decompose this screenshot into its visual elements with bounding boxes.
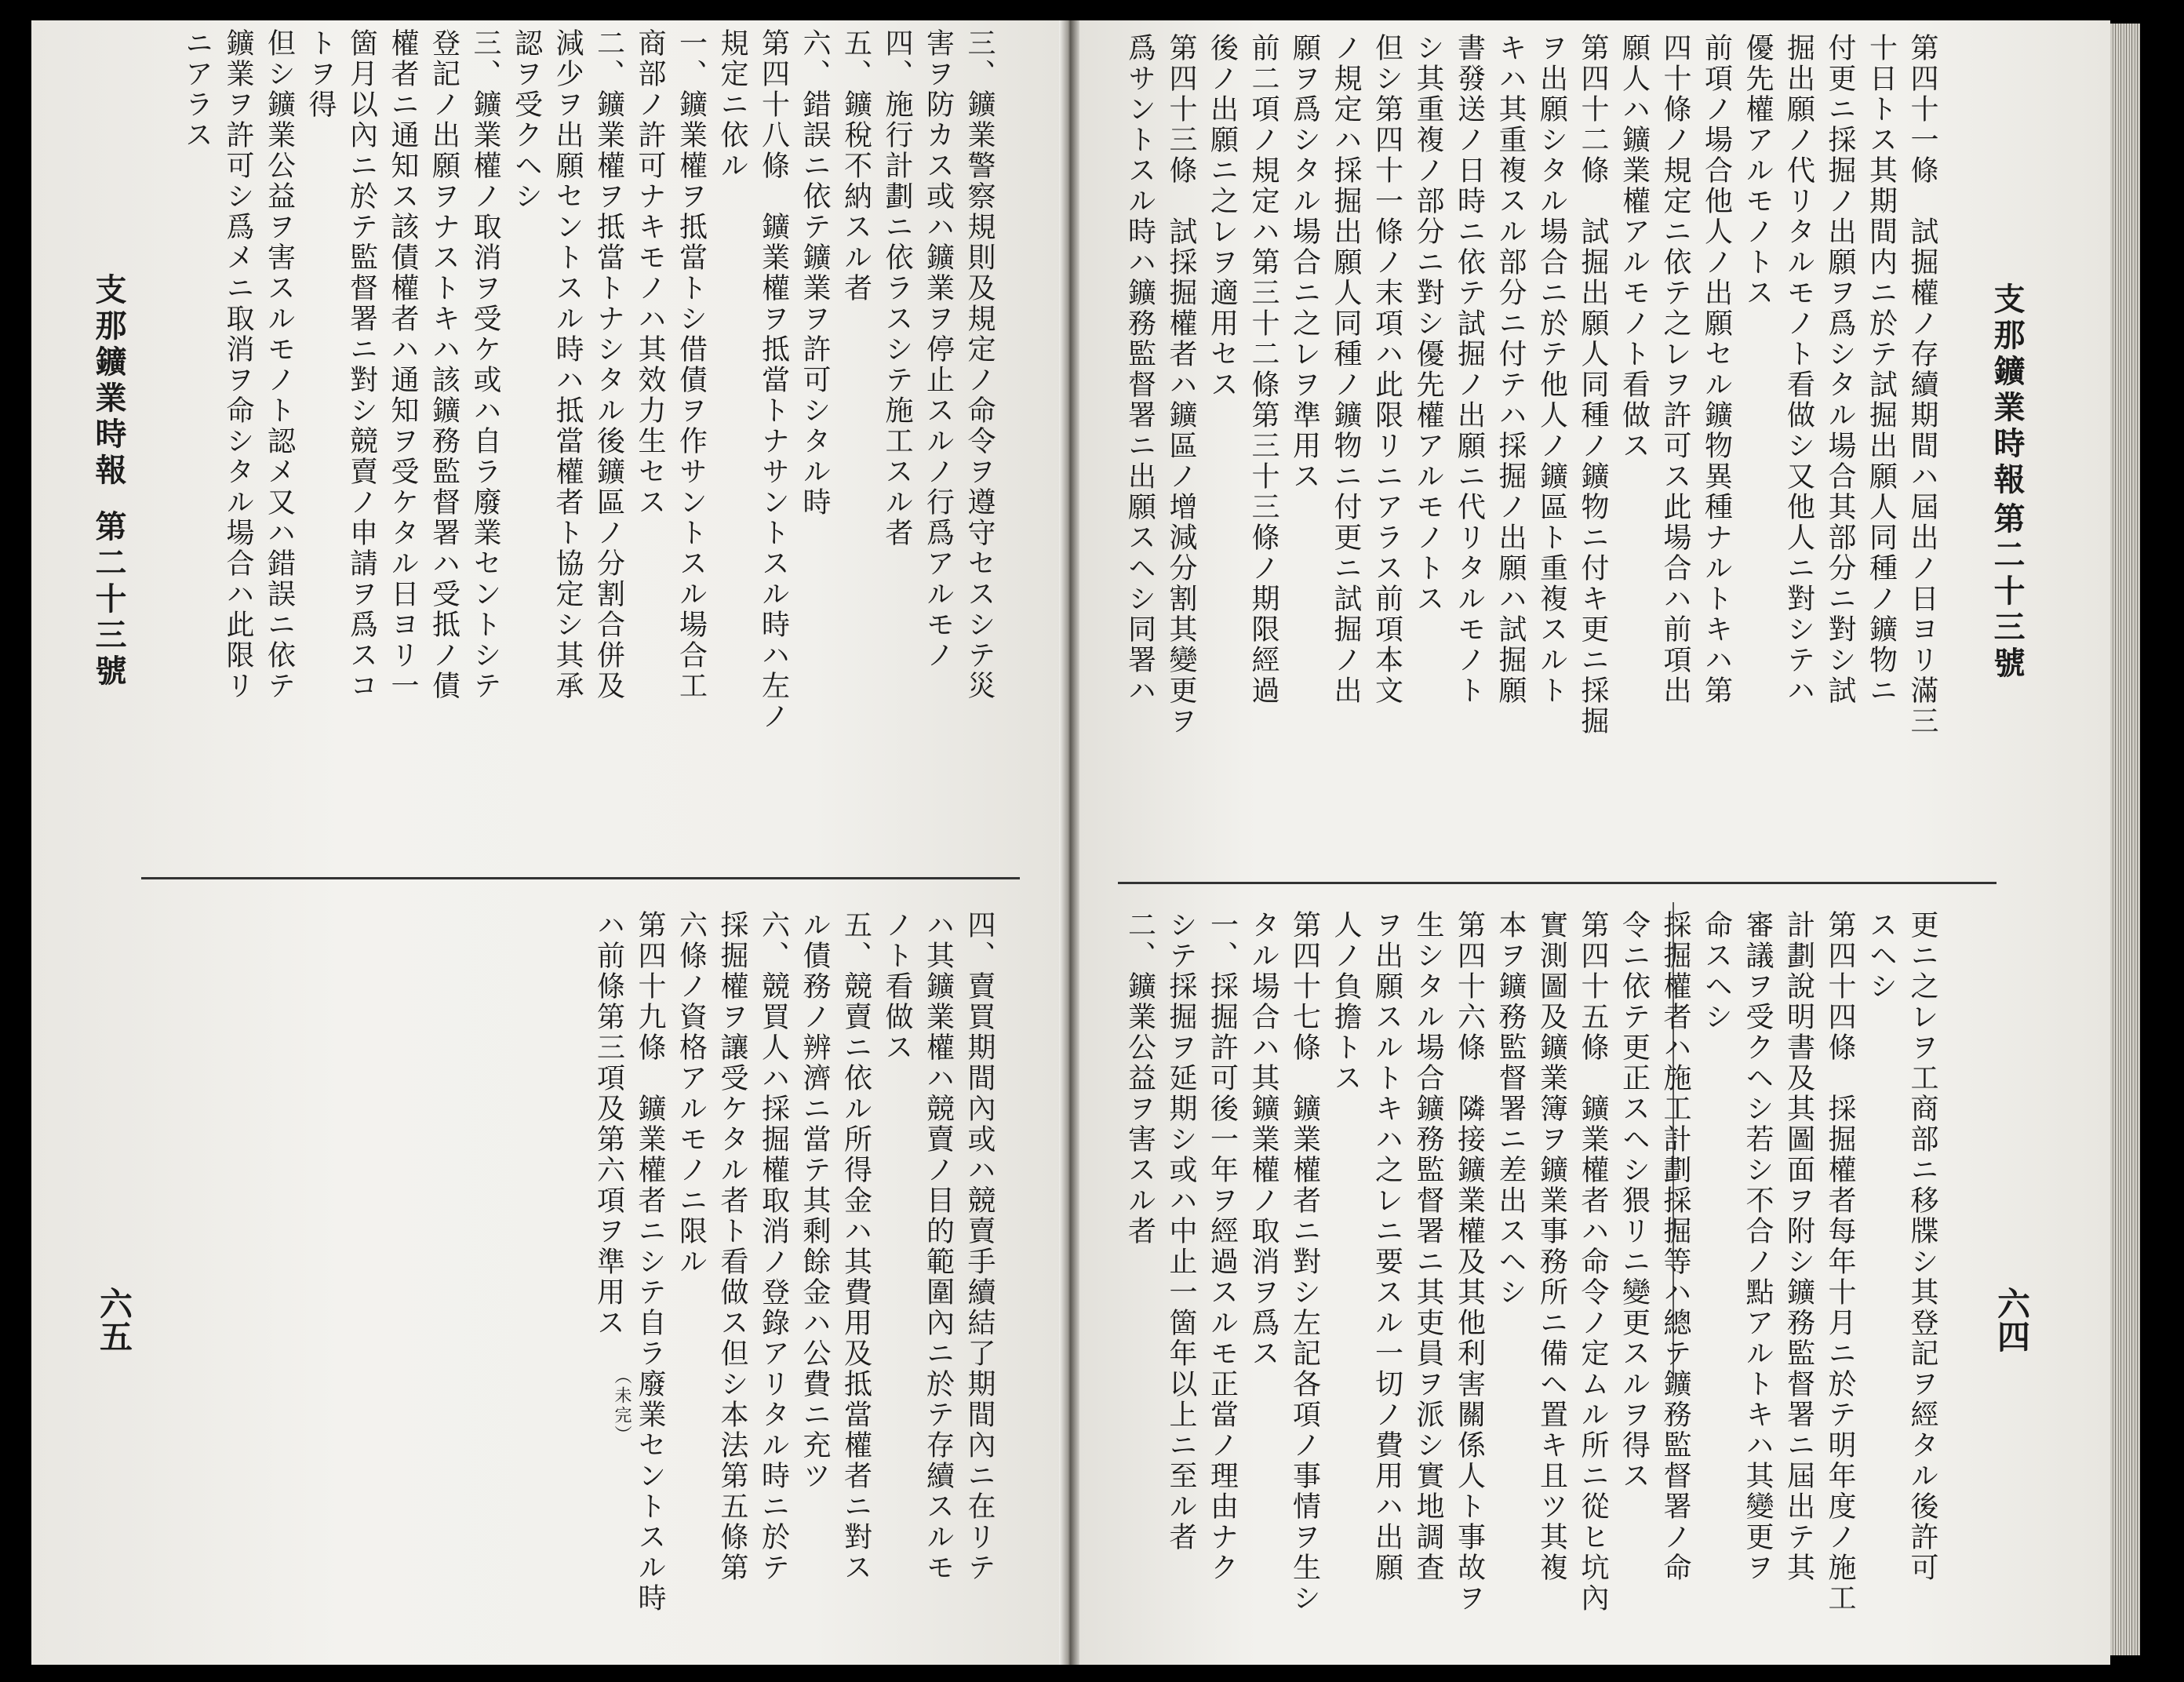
left-page-number: 六五	[95, 1287, 133, 1353]
right-header-title: 支那鑛業時報	[1989, 282, 2026, 499]
text-column: 採掘權ヲ讓受ケタル者ト看做ス但シ本法第五條第	[716, 910, 748, 1583]
text-column: 實測圖及鑛業簿ヲ鑛業事務所ニ備ヘ置キ且ツ其複	[1535, 910, 1568, 1583]
text-column: タル場合ハ其鑛業權ノ取消ヲ爲ス	[1247, 910, 1279, 1369]
text-column: 令ニ依テ更正スヘシ猥リニ變更スルヲ得ス	[1618, 910, 1651, 1491]
text-column: 願ヲ爲シタル場合ニ之レヲ準用ス	[1288, 33, 1321, 492]
text-column: シ其重複ノ部分ニ對シ優先權アルモノトス	[1412, 33, 1444, 614]
text-column: 五、鑛稅不納スル者	[839, 28, 872, 304]
book-gutter	[1059, 20, 1079, 1665]
text-column: 第四十九條 鑛業權者ニシテ自ラ廢業セントスル時	[634, 910, 666, 1614]
text-column: 第四十八條 鑛業權ヲ抵當トナサントスル時ハ左ノ	[757, 28, 790, 732]
text-column: 後ノ出願ニ之レヲ適用セス	[1206, 33, 1239, 400]
text-column: スヘシ	[1865, 910, 1898, 1002]
text-column: 付更ニ採掘ノ出願ヲ爲シタル場合其部分ニ對シ試	[1824, 33, 1856, 706]
text-column: 第四十四條 採掘權者每年十月ニ於テ明年度ノ施工	[1824, 910, 1856, 1614]
text-column: 願人ハ鑛業權アルモノト看做ス	[1618, 33, 1651, 461]
right-header-issue: 第二十三號	[1989, 502, 2026, 683]
text-column: 登記ノ出願ヲナストキハ該鑛務監督署ハ受抵ノ債	[428, 28, 460, 701]
text-column: 第四十二條 試掘出願人同種ノ鑛物ニ付キ更ニ採掘	[1577, 33, 1609, 737]
text-column: 一、鑛業權ヲ抵當トシ借債ヲ作サントスル場合工	[675, 28, 708, 701]
text-column: 書發送ノ日時ニ依テ試掘ノ出願ニ代リタルモノト	[1453, 33, 1486, 706]
text-column: 一、採掘許可後一年ヲ經過スルモ正當ノ理由ナク	[1206, 910, 1239, 1583]
text-column: 箇月以內ニ於テ監督署ニ對シ競賣ノ申請ヲ爲スコ	[345, 28, 378, 701]
text-column: 十日トス其期間内ニ於テ試掘出願人同種ノ鑛物ニ	[1865, 33, 1898, 706]
text-column: 生シタル場合鑛務監督署ニ其吏員ヲ派シ實地調査	[1412, 910, 1444, 1583]
text-column: ハ前條第三項及第六項ヲ準用ス	[592, 910, 625, 1338]
text-column: ヲ出願シタル場合ニ於テ他人ノ鑛區ト重複スルト	[1535, 33, 1568, 706]
right-divider-rule	[1118, 882, 1997, 884]
left-footer-title: 支那鑛業時報	[90, 273, 127, 490]
text-column: キハ其重複スル部分ニ付テハ採掘ノ出願ハ試掘願	[1494, 33, 1527, 706]
text-column: 認ヲ受クヘシ	[510, 28, 543, 212]
text-column: 前二項ノ規定ハ第三十二條第三十三條ノ期限經過	[1247, 33, 1279, 706]
text-column: 四、賣買期間內或ハ競賣手續結了期間內ニ在リテ	[963, 910, 996, 1583]
text-column: 人ノ負擔トス	[1330, 910, 1362, 1094]
text-column: 前項ノ場合他人ノ出願セル鑛物異種ナルトキハ第	[1700, 33, 1733, 706]
text-column: 爲サントスル時ハ鑛務監督署ニ出願スヘシ同署ハ	[1123, 33, 1156, 706]
text-column: 但シ鑛業公益ヲ害スルモノト認メ又ハ錯誤ニ依テ	[263, 28, 296, 701]
text-column: シテ採掘ヲ延期シ或ハ中止一箇年以上ニ至ル者	[1165, 910, 1197, 1553]
text-column: トヲ得	[304, 28, 337, 120]
text-column: 計劃說明書及其圖面ヲ附シ鑛務監督署ニ屆出テ其	[1782, 910, 1815, 1583]
text-column: 第四十五條 鑛業權者ハ命令ノ定ムル所ニ從ヒ坑內	[1577, 910, 1609, 1614]
text-column: 六、競買人ハ採掘權取消ノ登錄アリタル時ニ於テ	[757, 910, 790, 1583]
text-column: ル債務ノ辨濟ニ當テ其剩餘金ハ公費ニ充ツ	[799, 910, 831, 1491]
text-column: ニアラス	[180, 28, 213, 151]
text-column: 二、鑛業權ヲ抵當トナシタル後鑛區ノ分割合併及	[592, 28, 625, 701]
text-column: 第四十七條 鑛業權者ニ對シ左記各項ノ事情ヲ生シ	[1288, 910, 1321, 1614]
text-column: 四十條ノ規定ニ依テ之レヲ許可ス此場合ハ前項出	[1659, 33, 1691, 706]
text-column: 害ヲ防カス或ハ鑛業ヲ停止スルノ行爲アルモノ	[922, 28, 955, 671]
text-column: ハ其鑛業權ハ競賣ノ目的範圍內ニ於テ存續スルモ	[922, 910, 955, 1583]
text-column: ヲ出願スルトキハ之レニ要スル一切ノ費用ハ出願	[1370, 910, 1403, 1583]
text-column: 減少ヲ出願セントスル時ハ抵當權者ト協定シ其承	[551, 28, 584, 701]
text-column: 商部ノ許可ナキモノハ其效力生セス	[634, 28, 666, 518]
text-column: 但シ第四十一條ノ末項ハ此限リニアラス前項本文	[1370, 33, 1403, 706]
text-column: 五、競賣ニ依ル所得金ハ其費用及抵當權者ニ對ス	[839, 910, 872, 1583]
text-column: 規定ニ依ル	[716, 28, 748, 181]
left-note: （未完）	[612, 1367, 632, 1445]
text-column: 第四十六條 隣接鑛業權及其他利害關係人ト事故ヲ	[1453, 910, 1486, 1614]
text-column: 掘出願ノ代リタルモノト看做シ又他人ニ對シテハ	[1782, 33, 1815, 706]
text-column: 權者ニ通知ス該債權者ハ通知ヲ受ケタル日ヨリ一	[387, 28, 419, 701]
text-column: 三、鑛業警察規則及規定ノ命令ヲ遵守セスシテ災	[963, 28, 996, 701]
text-column: 二、鑛業公益ヲ害スル者	[1123, 910, 1156, 1247]
text-column: ノト看做ス	[881, 910, 913, 1063]
text-column: 命スヘシ	[1700, 910, 1733, 1032]
text-column: 更ニ之レヲ工商部ニ移牒シ其登記ヲ經タル後許可	[1906, 910, 1938, 1583]
right-page-number: 六四	[1993, 1287, 2031, 1353]
left-footer-issue: 第二十三號	[90, 510, 127, 690]
text-column: 三、鑛業權ノ取消ヲ受ケ或ハ自ラ廢業セントシテ	[469, 28, 501, 701]
left-divider-rule	[141, 877, 1020, 879]
text-column: ノ規定ハ採掘出願人同種ノ鑛物ニ付更ニ試掘ノ出	[1330, 33, 1362, 706]
text-column: 優先權アルモノトス	[1742, 33, 1774, 308]
text-column: 第四十三條 試採掘權者ハ鑛區ノ增減分割其變更ヲ	[1165, 33, 1197, 737]
text-column: 六條ノ資格アルモノニ限ル	[675, 910, 708, 1277]
text-column: 鑛業ヲ許可シ爲メニ取消ヲ命シタル場合ハ此限リ	[222, 28, 254, 701]
text-column: 採掘權者ハ施工計劃採掘等ハ總テ鑛務監督署ノ命	[1659, 910, 1691, 1583]
text-column: 四、施行計劃ニ依ラスシテ施工スル者	[881, 28, 913, 548]
book-page-edges	[2110, 24, 2140, 1655]
text-column: 第四十一條 試掘權ノ存續期間ハ屆出ノ日ヨリ滿三	[1906, 33, 1938, 737]
text-column: 六、錯誤ニ依テ鑛業ヲ許可シタル時	[799, 28, 831, 518]
text-column: 本ヲ鑛務監督署ニ差出スヘシ	[1494, 910, 1527, 1308]
text-column: 審議ヲ受クヘシ若シ不合ノ點アルトキハ其變更ヲ	[1742, 910, 1774, 1583]
